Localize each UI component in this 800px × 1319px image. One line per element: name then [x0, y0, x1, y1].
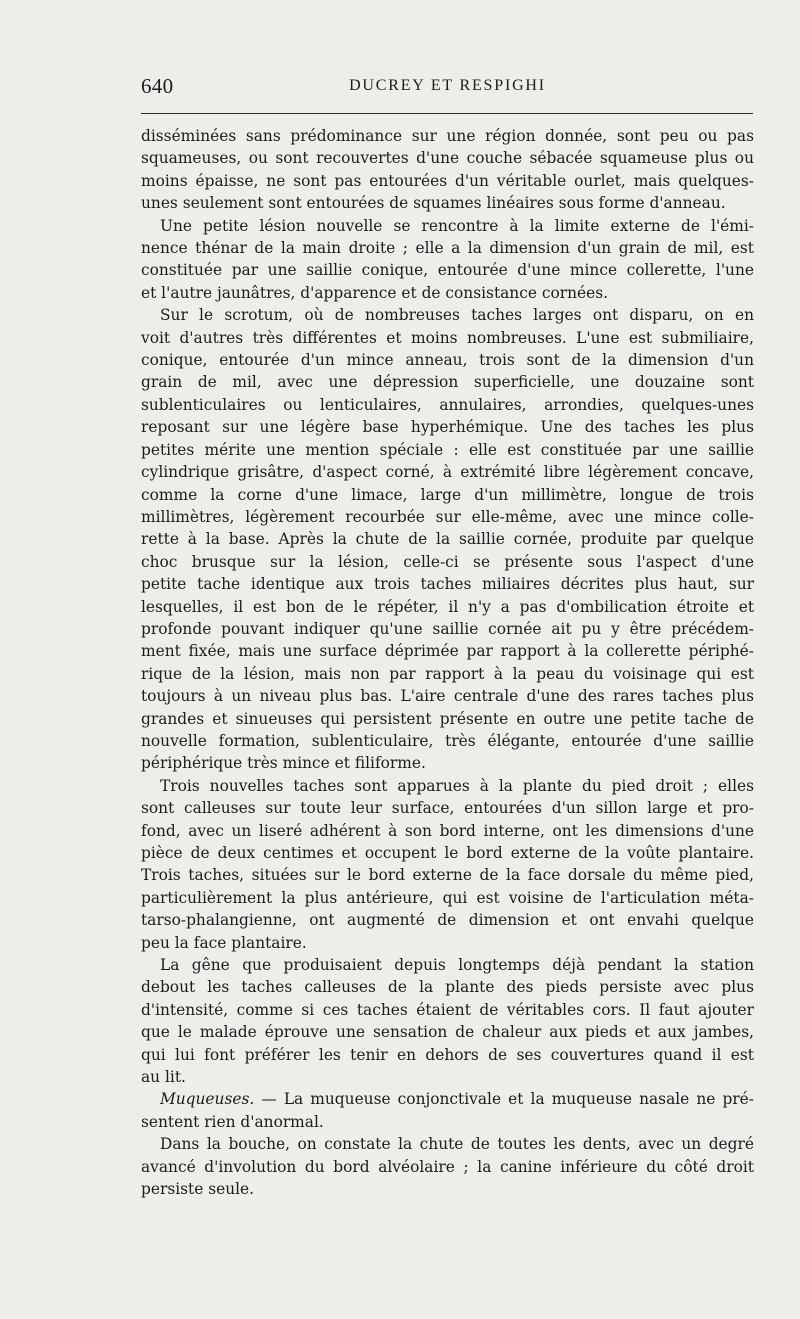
text-line: choc brusque sur la lésion, celle-ci se présente sous l'aspect d'une: [141, 552, 754, 571]
text-line: ment fixée, mais une surface déprimée par rapport à la collerette périphé-: [141, 642, 754, 661]
text-line: nouvelle formation, sublenticulaire, très élégante, entourée d'une saillie: [141, 731, 754, 750]
text-line: peu la face plantaire.: [141, 933, 307, 952]
page-header: [141, 74, 754, 104]
text-line: fond, avec un liseré adhérent à son bord interne, ont les dimensions d'une: [141, 821, 754, 840]
text-line: pièce de deux centimes et occupent le bord externe de la voûte plantaire.: [141, 844, 754, 862]
text-line: unes seulement sont entourées de squames linéaires sous forme d'anneau.: [141, 194, 726, 213]
text-line: au lit.: [141, 1068, 186, 1087]
text-line: sentent rien d'anormal.: [141, 1112, 324, 1131]
text-line: persiste seule.: [141, 1180, 255, 1199]
text-line: périphérique très mince et filiforme.: [141, 754, 426, 773]
running-title: DUCREY ET RESPIGHI: [349, 77, 546, 94]
text-line: tarso-phalangienne, ont augmenté de dimension et ont envahi quelque: [141, 911, 754, 930]
text-line: d'intensité, comme si ces taches étaient de véritables cors. Il faut ajouter: [141, 1000, 754, 1019]
text-line: avancé d'involution du bord alvéolaire ; la canine inférieure du côté droit: [141, 1157, 754, 1176]
header-rule: [141, 113, 753, 114]
text-line: constituée par une saillie conique, entourée d'une mince collerette, l'une: [141, 261, 754, 280]
text-line: comme la corne d'une limace, large d'un millimètre, longue de trois: [141, 485, 754, 504]
text-line: lesquelles, il est bon de le répéter, il n'y a pas d'ombilication étroite et: [141, 597, 754, 616]
text-line: disséminées sans prédominance sur une région donnée, sont peu ou pas: [141, 127, 754, 145]
text-line: Trois taches, situées sur le bord externe de la face dorsale du même pied,: [141, 866, 754, 885]
text-line: sublenticulaires ou lenticulaires, annulaires, arrondies, quelques-unes: [141, 395, 754, 414]
text-line: Sur le scrotum, où de nombreuses taches larges ont disparu, on en: [160, 306, 754, 325]
text-line: moins épaisse, ne sont pas entourées d'un véritable ourlet, mais quelques-: [141, 171, 754, 190]
text-line: sont calleuses sur toute leur surface, entourées d'un sillon large et pro-: [141, 799, 754, 818]
page-number: 640: [141, 74, 174, 98]
text-line: toujours à un niveau plus bas. L'aire centrale d'une des rares taches plus: [141, 687, 754, 706]
text-line: conique, entourée d'un mince anneau, trois sont de la dimension d'un: [141, 351, 754, 370]
text-line: Trois nouvelles taches sont apparues à la plante du pied droit ; elles: [160, 776, 754, 795]
text-line: La gêne que produisaient depuis longtemps déjà pendant la station: [160, 956, 754, 975]
text-line: Une petite lésion nouvelle se rencontre à la limite externe de l'émi-: [160, 216, 754, 235]
text-line: et l'autre jaunâtres, d'apparence et de consistance cornées.: [141, 283, 608, 302]
text-line: debout les taches calleuses de la plante des pieds persiste avec plus: [141, 978, 754, 997]
text-line-rest: — La muqueuse conjonctivale et la muqueuse nasale ne pré-: [254, 1090, 754, 1109]
text-line: petite tache identique aux trois taches miliaires décrites plus haut, sur: [141, 575, 754, 594]
text-line: rette à la base. Après la chute de la saillie cornée, produite par quelque: [141, 530, 754, 549]
text-line: qui lui font préférer les tenir en dehors de ses couvertures quand il est: [141, 1045, 754, 1064]
text-line: millimètres, légèrement recourbée sur elle-même, avec une mince colle-: [141, 507, 754, 526]
text-line: nence thénar de la main droite ; elle a la dimension d'un grain de mil, est: [141, 239, 754, 258]
text-line: voit d'autres très différentes et moins nombreuses. L'une est submiliaire,: [141, 328, 754, 347]
text-line: Dans la bouche, on constate la chute de toutes les dents, avec un degré: [160, 1135, 754, 1154]
text-line: profonde pouvant indiquer qu'une saillie cornée ait pu y être précédem-: [141, 619, 754, 638]
text-line: cylindrique grisâtre, d'aspect corné, à extrémité libre légèrement concave,: [141, 463, 754, 482]
text-line: [141, 1088, 754, 1110]
text-line: rique de la lésion, mais non par rapport à la peau du voisinage qui est: [141, 664, 754, 683]
section-lead: Muqueuses.: [160, 1090, 255, 1109]
text-line: grain de mil, avec une dépression superficielle, une douzaine sont: [141, 373, 754, 392]
text-line: squameuses, ou sont recouvertes d'une couche sébacée squameuse plus ou: [141, 149, 754, 168]
text-line: petites mérite une mention spéciale : elle est constituée par une saillie: [141, 440, 754, 459]
text-line: particulièrement la plus antérieure, qui est voisine de l'articulation méta-: [141, 888, 754, 907]
body-text: [141, 125, 754, 1201]
text-line: grandes et sinueuses qui persistent présente en outre une petite tache de: [141, 709, 754, 728]
text-line: reposant sur une légère base hyperhémique. Une des taches les plus: [141, 418, 754, 437]
text-line: que le malade éprouve une sensation de chaleur aux pieds et aux jambes,: [141, 1023, 754, 1042]
